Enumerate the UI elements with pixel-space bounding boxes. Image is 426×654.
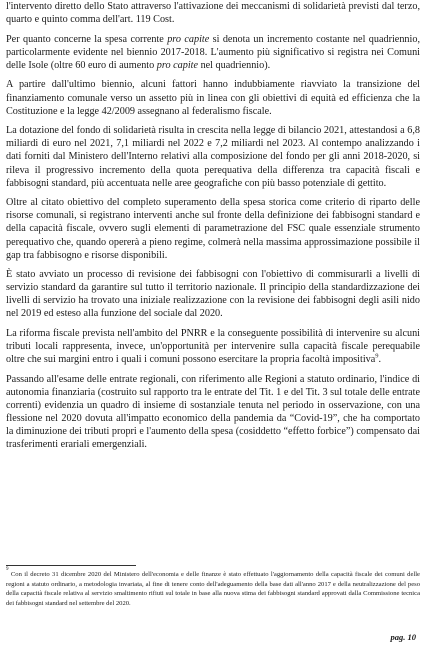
page-number: pag. 10 xyxy=(390,632,416,642)
paragraph-3 xyxy=(6,78,420,117)
paragraph-2-italic-a: pro capite xyxy=(167,33,210,45)
paragraph-8-text: Passando all'esame delle entrate regionali, con riferimento alle Regioni a statuto ordinario, l'indice di autonomia finanziaria (costruito sul rapporto tra le entrate del Tit. 1 e del Tit. 3 sul totale delle entrate correnti) evidenzia un quadro di insieme di sostanziale tenuta nel periodo in osservazione, con una flessione nel 2020 dovuta all'impatto economico della pandemia da “Covid-19”, che ha comportato la diminuzione dei tributi propri e l'aumento della spesa (cosiddetto “effetto forbice”) compensato dai trasferimenti erariali emergenziali. xyxy=(6,373,420,451)
footnote-marker: 9 xyxy=(6,567,9,572)
paragraph-6-text: È stato avviato un processo di revisione dei fabbisogni con l'obiettivo di commisurarli a livelli di servizio standard da garantire sul tutto il territorio nazionale. Il principio della standardizzazione dei livelli di servizio ha trovato una iniziale realizzazione con la revisione dei fabbisogni degli asili nido nel 2019 ed esteso alla funzione del sociale dal 2020. xyxy=(6,269,420,320)
paragraph-5-text: Oltre al citato obiettivo del completo superamento della spesa storica come criterio di riparto delle risorse comunali, si registrano interventi anche sul fronte della definizione dei fabbisogni standard e della capacità fiscale, ovvero sugli elementi di parametrazione del FSC quale essenziale strumento perequativo che, quando opererà a pieno regime, colmerà nella massima approssimazione possibile il gap tra fabbisogno e risorse disponibili. xyxy=(6,197,420,261)
paragraph-2-text-a: Per quanto concerne la spesa corrente xyxy=(6,33,168,45)
footnote-text: Con il decreto 31 dicembre 2020 del Ministero dell'economia e delle finanze è stato effettuato l'aggiornamento della capacità fiscale dei comuni delle regioni a statuto ordinario, a metodologia invariata, al fine di tenere conto dell'adeguamento della base dati all'anno 2017 e della neutralizzazione del peso della capacità fiscale relativa al servizio smaltimento rifiuti sul totale in base alla nuova stima dei fabbisogni standard approvati dalla Commissione tecnica dei fabbisogni standard nel settembre del 2020. xyxy=(6,571,420,607)
body-text xyxy=(6,0,420,458)
paragraph-8 xyxy=(6,373,420,452)
paragraph-1 xyxy=(6,0,420,26)
paragraph-4-text: La dotazione del fondo di solidarietà risulta in crescita nella legge di bilancio 2021, attestandosi a 6,8 miliardi di euro nel 2021, 7,1 miliardi nel 2022 e 7,2 miliardi nel 2023. Al contempo analizzando i dati forniti dal Ministero dell'Interno relativi alla composizione del fondo per gli anni 2018-2020, si rileva il progressivo incremento della quota perequativa della differenza tra capacità fiscali e fabbisogni standard, più accentuata nelle aree geografiche con più basso potenziale di gettito. xyxy=(6,125,420,189)
paragraph-7 xyxy=(6,327,420,366)
footnote-reference[interactable]: 9 xyxy=(375,352,379,360)
paragraph-4 xyxy=(6,124,420,189)
paragraph-2-italic-b: pro capite xyxy=(156,59,199,71)
paragraph-2-text-c: si denota un incremento costante nel quadriennio, particolarmente evidente nel biennio 2017-2018. L'aumento più significativo si registra nei Comuni delle Isole (oltre 60 euro di aumento xyxy=(6,33,420,71)
paragraph-6 xyxy=(6,268,420,320)
paragraph-2-text-e: nel quadriennio). xyxy=(198,59,271,71)
paragraph-1-text: l'intervento diretto dello Stato attraverso l'attivazione dei meccanismi di solidarietà previsti dal terzo, quarto e quinto comma dell'art. 119 Cost. xyxy=(6,1,420,26)
paragraph-5 xyxy=(6,196,420,261)
paragraph-7-end: . xyxy=(378,354,382,366)
paragraph-7-text: La riforma fiscale prevista nell'ambito del PNRR e la conseguente possibilità di intervenire su alcuni tributi locali rappresenta, invece, un'opportunità per intervenire sulla capacità fiscale perequabile oltre che sui margini entro i quali i comuni possono esercitare la propria facoltà impositiva xyxy=(6,328,420,366)
footnote xyxy=(6,567,420,608)
paragraph-2 xyxy=(6,33,420,72)
paragraph-3-text: A partire dall'ultimo biennio, alcuni fattori hanno indubbiamente riavviato la transizione del finanziamento comunale verso un assetto più in linea con gli obiettivi di equità ed efficienza che la Costituzione e la legge 42/2009 assegnano al federalismo fiscale. xyxy=(6,79,420,117)
footnote-divider xyxy=(6,565,136,566)
